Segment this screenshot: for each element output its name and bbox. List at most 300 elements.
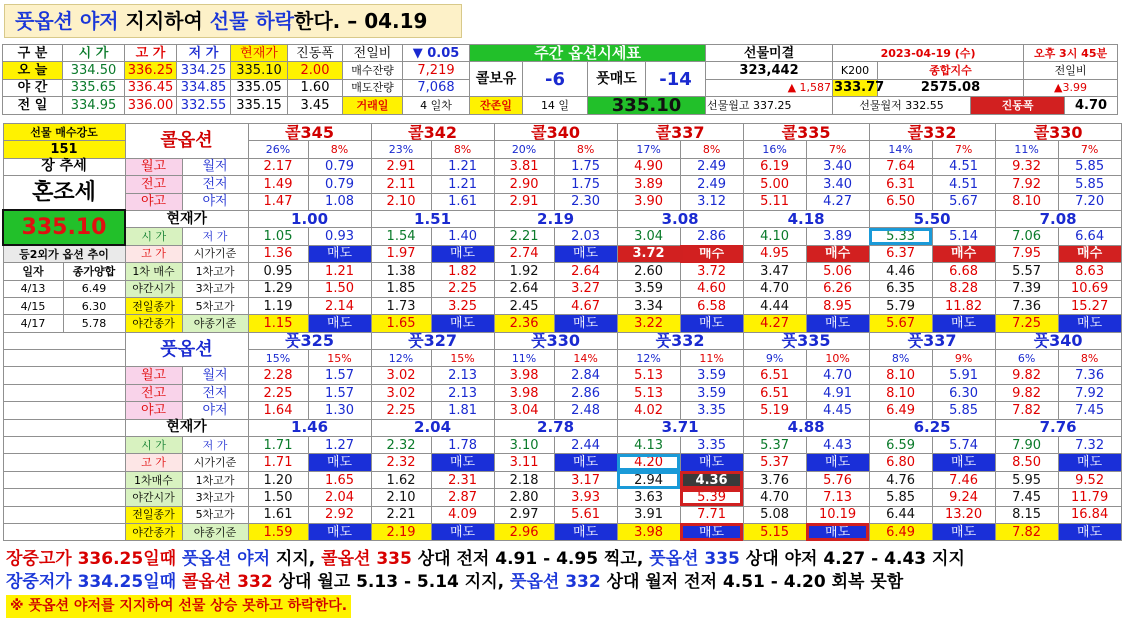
- title-part: 한다. – 04.19: [294, 9, 428, 33]
- value-cell: 3.98: [617, 523, 680, 540]
- value-cell: 7.32: [1058, 437, 1121, 454]
- value-cell: 3.11: [494, 454, 554, 471]
- history-title: 등2외가 옵션 추이: [3, 245, 125, 262]
- strike-header: 콜330: [995, 124, 1121, 141]
- spacer: [3, 437, 125, 454]
- value-cell: 6.58: [680, 297, 743, 314]
- value-cell: 8.15: [995, 506, 1058, 523]
- value-cell: 1.36: [248, 245, 308, 262]
- value-cell: 6.64: [1058, 228, 1121, 245]
- row-label: 시가기준: [182, 245, 248, 262]
- buy-strength-label: 선물 매수강도: [3, 124, 125, 141]
- k200-value: 333.77: [834, 80, 885, 96]
- value-cell: 7.71: [680, 506, 743, 523]
- value-cell: 3.89: [806, 228, 869, 245]
- value-cell: 2.36: [494, 315, 554, 332]
- row-label: 1차고가: [182, 263, 248, 280]
- value-cell: 4.90: [617, 158, 680, 175]
- value-cell: 7.92: [1058, 384, 1121, 401]
- date-label: 2023-04-19 (수): [833, 45, 1024, 62]
- value-cell: 1.71: [248, 437, 308, 454]
- signal-badge: 매도: [1058, 315, 1121, 332]
- value-cell: 2.04: [308, 489, 371, 506]
- prev-low: 332.55: [177, 97, 231, 114]
- row-label: 전일종가: [125, 506, 182, 523]
- value-cell: 5.85: [1058, 176, 1121, 193]
- value-cell: 4.27: [743, 315, 806, 332]
- value-cell: 2.25: [371, 402, 431, 419]
- footer-text: 풋옵션 335: [649, 549, 740, 569]
- summary-table: [2, 44, 1118, 115]
- value-cell: 9.32: [995, 158, 1058, 175]
- value-cell: 2.10: [371, 193, 431, 210]
- value-cell: 1.30: [308, 402, 371, 419]
- composite-index-label: 종합지수: [878, 62, 1024, 79]
- value-cell: 3.04: [494, 402, 554, 419]
- prob-pct: 11%: [680, 350, 743, 367]
- title-part: 지지하여: [118, 9, 210, 33]
- value-cell: 6.35: [869, 280, 932, 297]
- trend-value: 혼조세: [3, 176, 125, 211]
- put-section-label: 풋옵션: [125, 332, 248, 367]
- call-hold-label: 콜보유: [470, 62, 523, 97]
- row-label: 월고: [125, 158, 182, 175]
- value-cell: 2.94: [617, 471, 680, 488]
- value-cell: 7.90: [995, 437, 1058, 454]
- signal-badge: 매도: [308, 454, 371, 471]
- value-cell: 5.67: [932, 193, 995, 210]
- value-cell: 2.86: [680, 228, 743, 245]
- row-label: 1차매수: [125, 471, 182, 488]
- value-cell: 5.79: [869, 297, 932, 314]
- value-cell: 4.46: [869, 263, 932, 280]
- value-cell: 13.20: [932, 506, 995, 523]
- value-cell: 1.19: [248, 297, 308, 314]
- value-cell: 8.28: [932, 280, 995, 297]
- prob-pct: 15%: [248, 350, 308, 367]
- strike-header: 풋330: [494, 332, 617, 349]
- remaining-days: 14 일: [523, 97, 588, 114]
- row-label: 야종기준: [182, 315, 248, 332]
- trading-day: 4 일차: [403, 97, 470, 114]
- signal-badge: 매수: [1058, 245, 1121, 262]
- row-label: 야간종가: [125, 523, 182, 540]
- current-price: 5.50: [869, 210, 995, 227]
- value-cell: 2.03: [554, 228, 617, 245]
- trend-label: 장 추세: [3, 158, 125, 175]
- value-cell: 5.15: [743, 523, 806, 540]
- value-cell: 2.45: [494, 297, 554, 314]
- value-cell: 1.29: [248, 280, 308, 297]
- value-cell: 6.51: [743, 384, 806, 401]
- value-cell: 2.19: [371, 523, 431, 540]
- signal-badge: 매도: [554, 454, 617, 471]
- value-cell: 1.20: [248, 471, 308, 488]
- value-cell: 2.80: [494, 489, 554, 506]
- value-cell: 2.28: [248, 367, 308, 384]
- value-cell: 2.44: [554, 437, 617, 454]
- night-open: 335.65: [63, 79, 125, 96]
- monthly-high: 337.25: [753, 98, 792, 112]
- value-cell: 1.65: [308, 471, 371, 488]
- composite-index-value: 2575.08: [878, 79, 1024, 96]
- value-cell: 16.84: [1058, 506, 1121, 523]
- value-cell: 1.05: [248, 228, 308, 245]
- value-cell: 1.78: [431, 437, 494, 454]
- time-label: 오후 3시 45분: [1024, 45, 1118, 62]
- oi-value: 323,442: [706, 62, 833, 79]
- value-cell: 5.95: [995, 471, 1058, 488]
- value-cell: 3.63: [617, 489, 680, 506]
- signal-badge: 매도: [1058, 523, 1121, 540]
- value-cell: 5.85: [869, 489, 932, 506]
- current-price: 7.08: [995, 210, 1121, 227]
- footer-note: ※ 풋옵션 야저를 지지하여 선물 상승 못하고 하락한다.: [6, 595, 351, 618]
- value-cell: 1.38: [371, 263, 431, 280]
- value-cell: 4.51: [932, 158, 995, 175]
- futures-price: 335.10: [588, 97, 706, 114]
- spacer: [3, 402, 125, 419]
- value-cell: 3.35: [680, 437, 743, 454]
- signal-badge: 매도: [554, 315, 617, 332]
- today-range: 2.00: [288, 62, 343, 79]
- signal-badge: 매도: [431, 454, 494, 471]
- footer-text: 장중저가 334.25일때: [6, 572, 182, 592]
- row-label: 전저: [182, 176, 248, 193]
- value-cell: 2.11: [371, 176, 431, 193]
- spacer: [3, 332, 125, 349]
- value-cell: 8.10: [869, 367, 932, 384]
- up-arrow-icon: ▲: [787, 81, 797, 95]
- value-cell: 4.95: [743, 245, 806, 262]
- strike-header: 풋332: [617, 332, 743, 349]
- row-label: 월저: [182, 158, 248, 175]
- value-cell: 0.79: [308, 158, 371, 175]
- value-cell: 6.49: [869, 402, 932, 419]
- prob-pct: 8%: [869, 350, 932, 367]
- prob-pct: 15%: [431, 350, 494, 367]
- strike-header: 풋327: [371, 332, 494, 349]
- value-cell: 6.59: [869, 437, 932, 454]
- row-label: 월고: [125, 367, 182, 384]
- value-cell: 4.51: [932, 176, 995, 193]
- current-price: 7.76: [995, 419, 1121, 436]
- value-cell: 1.81: [431, 402, 494, 419]
- value-cell: 5.85: [1058, 158, 1121, 175]
- oi-change: 1,587: [799, 81, 832, 95]
- prev-current: 335.15: [231, 97, 288, 114]
- value-cell: 2.49: [680, 158, 743, 175]
- value-cell: 3.10: [494, 437, 554, 454]
- value-cell: 7.95: [995, 245, 1058, 262]
- row-label: 전일종가: [125, 297, 182, 314]
- spacer: [3, 471, 125, 488]
- value-cell: 4.13: [617, 437, 680, 454]
- value-cell: 5.06: [806, 263, 869, 280]
- ask-remaining-label: 매도잔량: [343, 79, 403, 96]
- row-label: 시 가: [125, 437, 182, 454]
- value-cell: 11.79: [1058, 489, 1121, 506]
- value-cell: 4.70: [806, 367, 869, 384]
- current-price: 4.88: [743, 419, 869, 436]
- current-price: 2.04: [371, 419, 494, 436]
- value-cell: 4.45: [806, 402, 869, 419]
- value-cell: 1.08: [308, 193, 371, 210]
- prob-pct: 8%: [308, 141, 371, 158]
- value-cell: 2.64: [554, 263, 617, 280]
- value-cell: 1.61: [248, 506, 308, 523]
- value-cell: 7.25: [995, 315, 1058, 332]
- value-cell: 2.87: [431, 489, 494, 506]
- signal-badge: 매도: [932, 454, 995, 471]
- signal-badge: 매수: [680, 245, 743, 262]
- value-cell: 3.12: [680, 193, 743, 210]
- value-cell: 3.40: [806, 158, 869, 175]
- value-cell: 2.17: [248, 158, 308, 175]
- hdr-range: 진동폭: [288, 45, 343, 62]
- value-cell: 1.75: [554, 158, 617, 175]
- value-cell: 7.82: [995, 402, 1058, 419]
- current-price: 2.78: [494, 419, 617, 436]
- value-cell: 8.10: [995, 193, 1058, 210]
- footer-text: 상대 전저 4.91 - 4.95 찍고,: [411, 549, 650, 569]
- value-cell: 5.67: [869, 315, 932, 332]
- put-sell-label: 풋매도: [588, 62, 646, 97]
- value-cell: 5.33: [869, 228, 932, 245]
- row-label: 3차고가: [182, 489, 248, 506]
- signal-badge: 매수: [806, 245, 869, 262]
- hdr-gubun: 구 분: [3, 45, 63, 62]
- history-sum: 6.49: [63, 280, 125, 297]
- value-cell: 2.90: [494, 176, 554, 193]
- signal-badge: 매도: [308, 245, 371, 262]
- value-cell: 7.36: [995, 297, 1058, 314]
- ask-remaining: 7,068: [403, 79, 470, 96]
- value-cell: 2.64: [494, 280, 554, 297]
- prob-pct: 23%: [371, 141, 431, 158]
- row-label: 5차고가: [182, 297, 248, 314]
- signal-badge: 매도: [806, 454, 869, 471]
- value-cell: 5.39: [680, 489, 743, 506]
- prob-pct: 11%: [995, 141, 1058, 158]
- value-cell: 1.21: [308, 263, 371, 280]
- prob-pct: 12%: [371, 350, 431, 367]
- value-cell: 2.96: [494, 523, 554, 540]
- value-cell: 1.59: [248, 523, 308, 540]
- monthly-low-label: 선물월저: [859, 98, 902, 112]
- footer-text: 상대 야저 4.27 - 4.43 지지: [739, 549, 965, 569]
- value-cell: 11.82: [932, 297, 995, 314]
- option-board: [2, 123, 1122, 541]
- value-cell: 1.27: [308, 437, 371, 454]
- value-cell: 2.14: [308, 297, 371, 314]
- prob-pct: 14%: [869, 141, 932, 158]
- signal-badge: 매도: [806, 523, 869, 540]
- value-cell: 3.40: [806, 176, 869, 193]
- strike-header: 풋340: [995, 332, 1121, 349]
- row-label: 시 가: [125, 228, 182, 245]
- current-price: 3.71: [617, 419, 743, 436]
- prev-open: 334.95: [63, 97, 125, 114]
- value-cell: 3.02: [371, 384, 431, 401]
- value-cell: 2.97: [494, 506, 554, 523]
- value-cell: 2.91: [494, 193, 554, 210]
- row-label: 야간시가: [125, 489, 182, 506]
- strike-header: 콜340: [494, 124, 617, 141]
- row-label: 저 가: [182, 228, 248, 245]
- value-cell: 2.60: [617, 263, 680, 280]
- range-label: 진동폭: [971, 97, 1065, 114]
- value-cell: 2.48: [554, 402, 617, 419]
- value-cell: 3.25: [431, 297, 494, 314]
- value-cell: 7.13: [806, 489, 869, 506]
- value-cell: 4.10: [743, 228, 806, 245]
- value-cell: 4.09: [431, 506, 494, 523]
- value-cell: 7.82: [995, 523, 1058, 540]
- value-cell: 3.59: [680, 384, 743, 401]
- value-cell: 6.51: [743, 367, 806, 384]
- futures-current: 335.10: [3, 210, 125, 245]
- value-cell: 6.50: [869, 193, 932, 210]
- today-low: 334.25: [177, 62, 231, 79]
- value-cell: 2.30: [554, 193, 617, 210]
- value-cell: 4.36: [680, 471, 743, 488]
- prob-pct: 8%: [1058, 350, 1121, 367]
- spacer: [3, 454, 125, 471]
- row-label: 야고: [125, 193, 182, 210]
- value-cell: 8.95: [806, 297, 869, 314]
- hdr-low: 저 가: [177, 45, 231, 62]
- strike-header: 콜345: [248, 124, 371, 141]
- today-high: 336.25: [125, 62, 177, 79]
- bid-remaining: 7,219: [403, 62, 470, 79]
- prob-pct: 7%: [806, 141, 869, 158]
- prob-pct: 20%: [494, 141, 554, 158]
- value-cell: 1.21: [431, 158, 494, 175]
- current-price: 1.46: [248, 419, 371, 436]
- signal-badge: 매도: [308, 315, 371, 332]
- spacer: [3, 350, 125, 367]
- value-cell: 4.02: [617, 402, 680, 419]
- value-cell: 2.13: [431, 367, 494, 384]
- value-cell: 5.13: [617, 367, 680, 384]
- value-cell: 2.10: [371, 489, 431, 506]
- value-cell: 3.27: [554, 280, 617, 297]
- today-open: 334.50: [63, 62, 125, 79]
- change-value: ▼ 0.05: [403, 45, 470, 62]
- value-cell: 2.32: [371, 437, 431, 454]
- k200-label: K200: [833, 62, 878, 79]
- value-cell: 3.72: [617, 245, 680, 262]
- row-label: 고 가: [125, 245, 182, 262]
- value-cell: 0.79: [308, 176, 371, 193]
- value-cell: 5.91: [932, 367, 995, 384]
- current-price-label: 현재가: [125, 419, 248, 436]
- row-label: 고 가: [125, 454, 182, 471]
- value-cell: 4.67: [554, 297, 617, 314]
- history-date: 4/15: [3, 297, 63, 314]
- value-cell: 3.04: [617, 228, 680, 245]
- night-range: 1.60: [288, 79, 343, 96]
- value-cell: 4.20: [617, 454, 680, 471]
- night-high: 336.45: [125, 79, 177, 96]
- value-cell: 5.14: [932, 228, 995, 245]
- range-value: 4.70: [1065, 97, 1118, 114]
- value-cell: 1.40: [431, 228, 494, 245]
- value-cell: 1.62: [371, 471, 431, 488]
- value-cell: 9.82: [995, 384, 1058, 401]
- row-label: 야간시가: [125, 280, 182, 297]
- remaining-days-label: 잔존일: [470, 97, 523, 114]
- row-label: 야간종가: [125, 315, 182, 332]
- value-cell: 1.57: [308, 384, 371, 401]
- current-price: 3.08: [617, 210, 743, 227]
- row-night: 야 간: [3, 79, 63, 96]
- value-cell: 2.32: [371, 454, 431, 471]
- value-cell: 4.70: [743, 280, 806, 297]
- signal-badge: 매수: [932, 245, 995, 262]
- strike-header: 콜342: [371, 124, 494, 141]
- value-cell: 5.61: [554, 506, 617, 523]
- row-label: 1차고가: [182, 471, 248, 488]
- value-cell: 6.68: [932, 263, 995, 280]
- value-cell: 7.36: [1058, 367, 1121, 384]
- value-cell: 2.21: [371, 506, 431, 523]
- value-cell: 3.90: [617, 193, 680, 210]
- value-cell: 2.13: [431, 384, 494, 401]
- value-cell: 6.26: [806, 280, 869, 297]
- row-label: 3차고가: [182, 280, 248, 297]
- value-cell: 5.57: [995, 263, 1058, 280]
- value-cell: 1.75: [554, 176, 617, 193]
- value-cell: 1.71: [248, 454, 308, 471]
- value-cell: 4.70: [743, 489, 806, 506]
- history-col-sum: 종가양합: [63, 263, 125, 280]
- current-price: 4.18: [743, 210, 869, 227]
- value-cell: 7.45: [995, 489, 1058, 506]
- value-cell: 7.06: [995, 228, 1058, 245]
- current-price: 2.19: [494, 210, 617, 227]
- value-cell: 1.73: [371, 297, 431, 314]
- value-cell: 3.93: [554, 489, 617, 506]
- row-label: 야종기준: [182, 523, 248, 540]
- value-cell: 6.37: [869, 245, 932, 262]
- trading-day-label: 거래일: [343, 97, 403, 114]
- value-cell: 10.19: [806, 506, 869, 523]
- bid-remaining-label: 매수잔량: [343, 62, 403, 79]
- prob-pct: 12%: [617, 350, 680, 367]
- index-change: ▲3.99: [1024, 79, 1118, 96]
- history-date: 4/13: [3, 280, 63, 297]
- row-label: 5차고가: [182, 506, 248, 523]
- signal-badge: 매도: [932, 523, 995, 540]
- strike-header: 풋337: [869, 332, 995, 349]
- value-cell: 3.76: [743, 471, 806, 488]
- row-prev: 전 일: [3, 97, 63, 114]
- value-cell: 7.39: [995, 280, 1058, 297]
- value-cell: 2.49: [680, 176, 743, 193]
- row-today: 오 늘: [3, 62, 63, 79]
- history-date: 4/17: [3, 315, 63, 332]
- row-label: 야저: [182, 402, 248, 419]
- footer-text: 상대 월저 전저 4.51 - 4.20 회복 못함: [600, 572, 904, 592]
- value-cell: 5.00: [743, 176, 806, 193]
- night-current: 335.05: [231, 79, 288, 96]
- value-cell: 2.91: [371, 158, 431, 175]
- value-cell: 2.25: [248, 384, 308, 401]
- signal-badge: 매도: [554, 523, 617, 540]
- value-cell: 7.92: [995, 176, 1058, 193]
